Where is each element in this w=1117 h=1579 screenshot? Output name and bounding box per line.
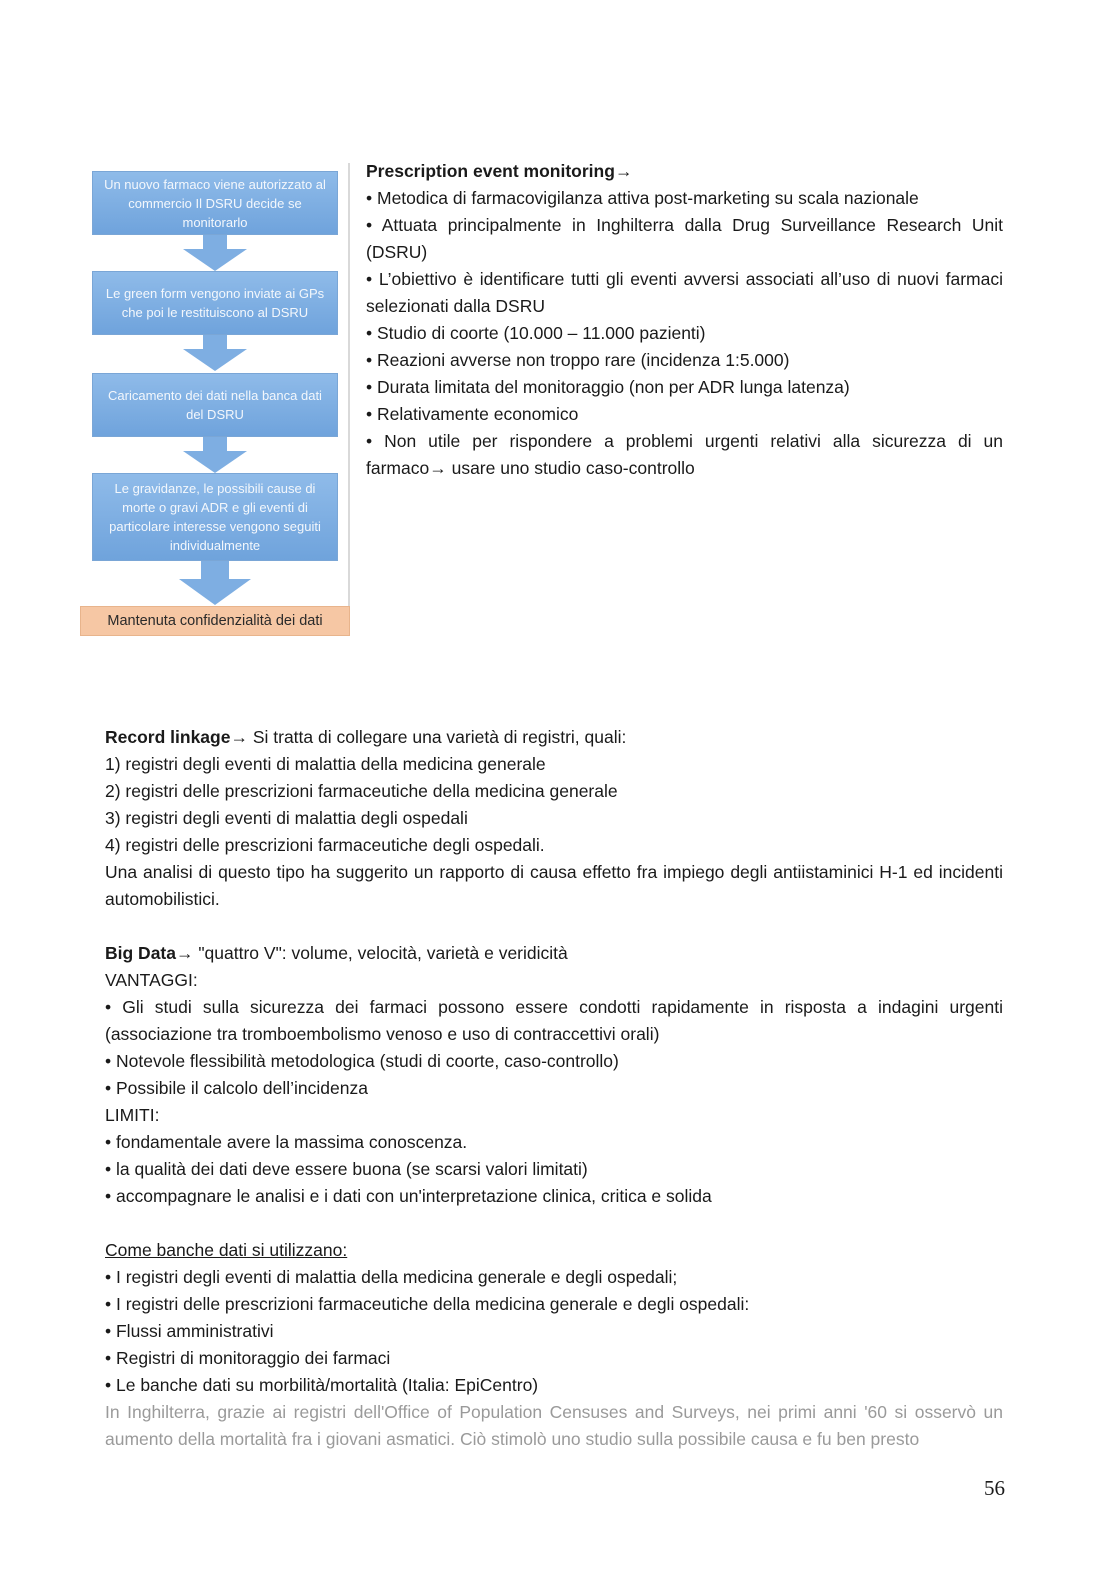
list-item: • I registri degli eventi di malattia della medicina generale e degli ospedali; xyxy=(105,1267,678,1287)
pem-bullet: • Durata limitata del monitoraggio (non per ADR lunga latenza) xyxy=(366,377,850,397)
record-linkage-paragraph: Una analisi di questo tipo ha suggerito un rapporto di causa effetto fra impiego degli antiistaminici H-1 ed incidenti automobilistici. xyxy=(105,862,1003,909)
flowchart-divider xyxy=(348,163,350,636)
pem-bullet: • Non utile per rispondere a problemi urgenti relativi alla sicurezza di un farmaco xyxy=(366,431,1003,478)
list-item: • Gli studi sulla sicurezza dei farmaci possono essere condotti rapidamente in risposta a indagini urgenti (associazione tra tromboembolismo venoso e uso di contraccettivi orali) xyxy=(105,997,1003,1044)
dsru-flowchart xyxy=(80,163,350,638)
flowchart-step-1: Un nuovo farmaco viene autorizzato al commercio Il DSRU decide se monitorarlo xyxy=(92,171,338,235)
faded-paragraph: In Inghilterra, grazie ai registri dell'Office of Population Censuses and Surveys, nei primi anni '60 si osservò un aumento della mortalità fra i giovani asmatici. Ciò stimolò uno studio sulla possibile causa e fu ben presto xyxy=(105,1402,1003,1449)
down-arrow-icon xyxy=(183,335,247,371)
down-arrow-icon xyxy=(179,561,251,605)
list-item: 1) registri degli eventi di malattia della medicina generale xyxy=(105,754,546,774)
down-arrow-icon xyxy=(183,235,247,271)
flowchart-step-4: Le gravidanze, le possibili cause di morte o gravi ADR e gli eventi di particolare interesse vengono seguiti individualmente xyxy=(92,473,338,561)
right-arrow-icon: → xyxy=(230,727,248,747)
pros-label: VANTAGGI: xyxy=(105,970,198,990)
down-arrow-icon xyxy=(183,437,247,473)
flowchart-footer: Mantenuta confidenzialità dei dati xyxy=(80,606,350,636)
list-item: • Le banche dati su morbilità/mortalità (Italia: EpiCentro) xyxy=(105,1375,539,1395)
list-item: 4) registri delle prescrizioni farmaceutiche degli ospedali. xyxy=(105,835,545,855)
pem-bullet: • Studio di coorte (10.000 – 11.000 pazienti) xyxy=(366,323,706,343)
main-body xyxy=(105,724,1003,1453)
cons-label: LIMITI: xyxy=(105,1105,160,1125)
flowchart-step-3: Caricamento dei dati nella banca dati del DSRU xyxy=(92,373,338,437)
right-arrow-icon: → xyxy=(175,943,194,963)
right-arrow-icon: → xyxy=(614,161,633,181)
list-item: • I registri delle prescrizioni farmaceutiche della medicina generale e degli ospedali: xyxy=(105,1294,750,1314)
list-item: 3) registri degli eventi di malattia degli ospedali xyxy=(105,808,468,828)
list-item: • Flussi amministrativi xyxy=(105,1321,274,1341)
right-arrow-icon: → xyxy=(429,458,447,478)
pem-bullet: • Attuata principalmente in Inghilterra dalla Drug Surveillance Research Unit (DSRU) xyxy=(366,215,1003,262)
pem-bullet: • Metodica di farmacovigilanza attiva post-marketing su scala nazionale xyxy=(366,188,919,208)
pem-section xyxy=(366,158,1003,482)
databanks-title: Come banche dati si utilizzano: xyxy=(105,1240,348,1260)
list-item: • fondamentale avere la massima conoscenza. xyxy=(105,1132,468,1152)
list-item: 2) registri delle prescrizioni farmaceutiche della medicina generale xyxy=(105,781,618,801)
page-number: 56 xyxy=(984,1476,1005,1500)
pem-bullet: • L’obiettivo è identificare tutti gli eventi avversi associati all’uso di nuovi farmaci selezionati dalla DSRU xyxy=(366,269,1003,316)
flowchart-step-2: Le green form vengono inviate ai GPs che poi le restituiscono al DSRU xyxy=(92,271,338,335)
pem-bullet-continuation: usare uno studio caso-controllo xyxy=(446,458,695,478)
record-linkage-title: Record linkage xyxy=(105,727,231,747)
pem-bullet: • Reazioni avverse non troppo rare (incidenza 1:5.000) xyxy=(366,350,790,370)
list-item: • Possibile il calcolo dell’incidenza xyxy=(105,1078,368,1098)
list-item: • Notevole flessibilità metodologica (studi di coorte, caso-controllo) xyxy=(105,1051,619,1071)
list-item: • la qualità dei dati deve essere buona (se scarsi valori limitati) xyxy=(105,1159,588,1179)
pem-bullet: • Relativamente economico xyxy=(366,404,579,424)
list-item: • Registri di monitoraggio dei farmaci xyxy=(105,1348,391,1368)
big-data-title: Big Data xyxy=(105,943,176,963)
big-data-intro: "quattro V": volume, velocità, varietà e veridicità xyxy=(193,943,568,963)
list-item: • accompagnare le analisi e i dati con un'interpretazione clinica, critica e solida xyxy=(105,1186,712,1206)
record-linkage-intro: Si tratta di collegare una varietà di registri, quali: xyxy=(247,727,627,747)
pem-title: Prescription event monitoring xyxy=(366,161,615,181)
